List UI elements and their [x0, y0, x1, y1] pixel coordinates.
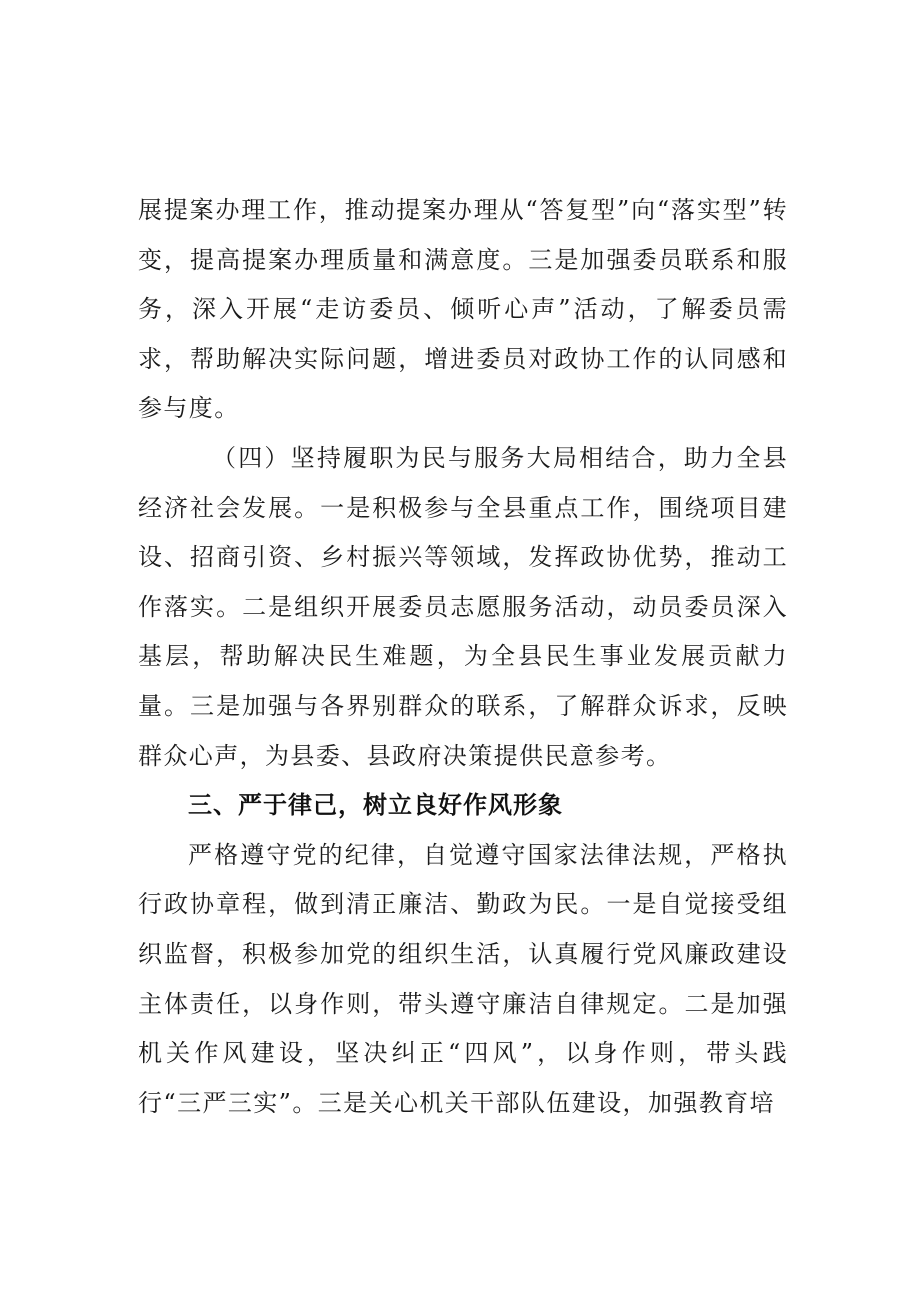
paragraph-serve-people: （四）坚持履职为民与服务大局相结合，助力全县经济社会发展。一是积极参与全县重点工作，围绕项目建设、招商引资、乡村振兴等领域，发挥政协优势，推动工作落实。二是组织开展委员志愿服务活动，动员委员深入基层，帮助解决民生难题，为全县民生事业发展贡献力量。三是加强与各界别群众的联系，了解群众诉求，反映群众心声，为县委、县政府决策提供民意参考。 — [138, 443, 788, 770]
document-body — [138, 186, 788, 1128]
paragraph-self-discipline: 严格遵守党的纪律，自觉遵守国家法律法规，严格执行政协章程，做到清正廉洁、勤政为民。一是自觉接受组织监督，积极参加党的组织生活，认真履行党风廉政建设主体责任，以身作则，带头遵守廉洁自律规定。二是加强机关作风建设，坚决纠正“四风”，以身作则，带头践行“三严三实”。三是关心机关干部队伍建设，加强教育培 — [138, 840, 788, 1117]
paragraph-proposal-handling: 展提案办理工作，推动提案办理从“答复型”向“落实型”转变，提高提案办理质量和满意度。三是加强委员联系和服务，深入开展“走访委员、倾听心声”活动，了解委员需求，帮助解决实际问题，增进委员对政协工作的认同感和参与度。 — [138, 196, 788, 423]
section-heading: 三、严于律己，树立良好作风形象 — [188, 791, 563, 820]
